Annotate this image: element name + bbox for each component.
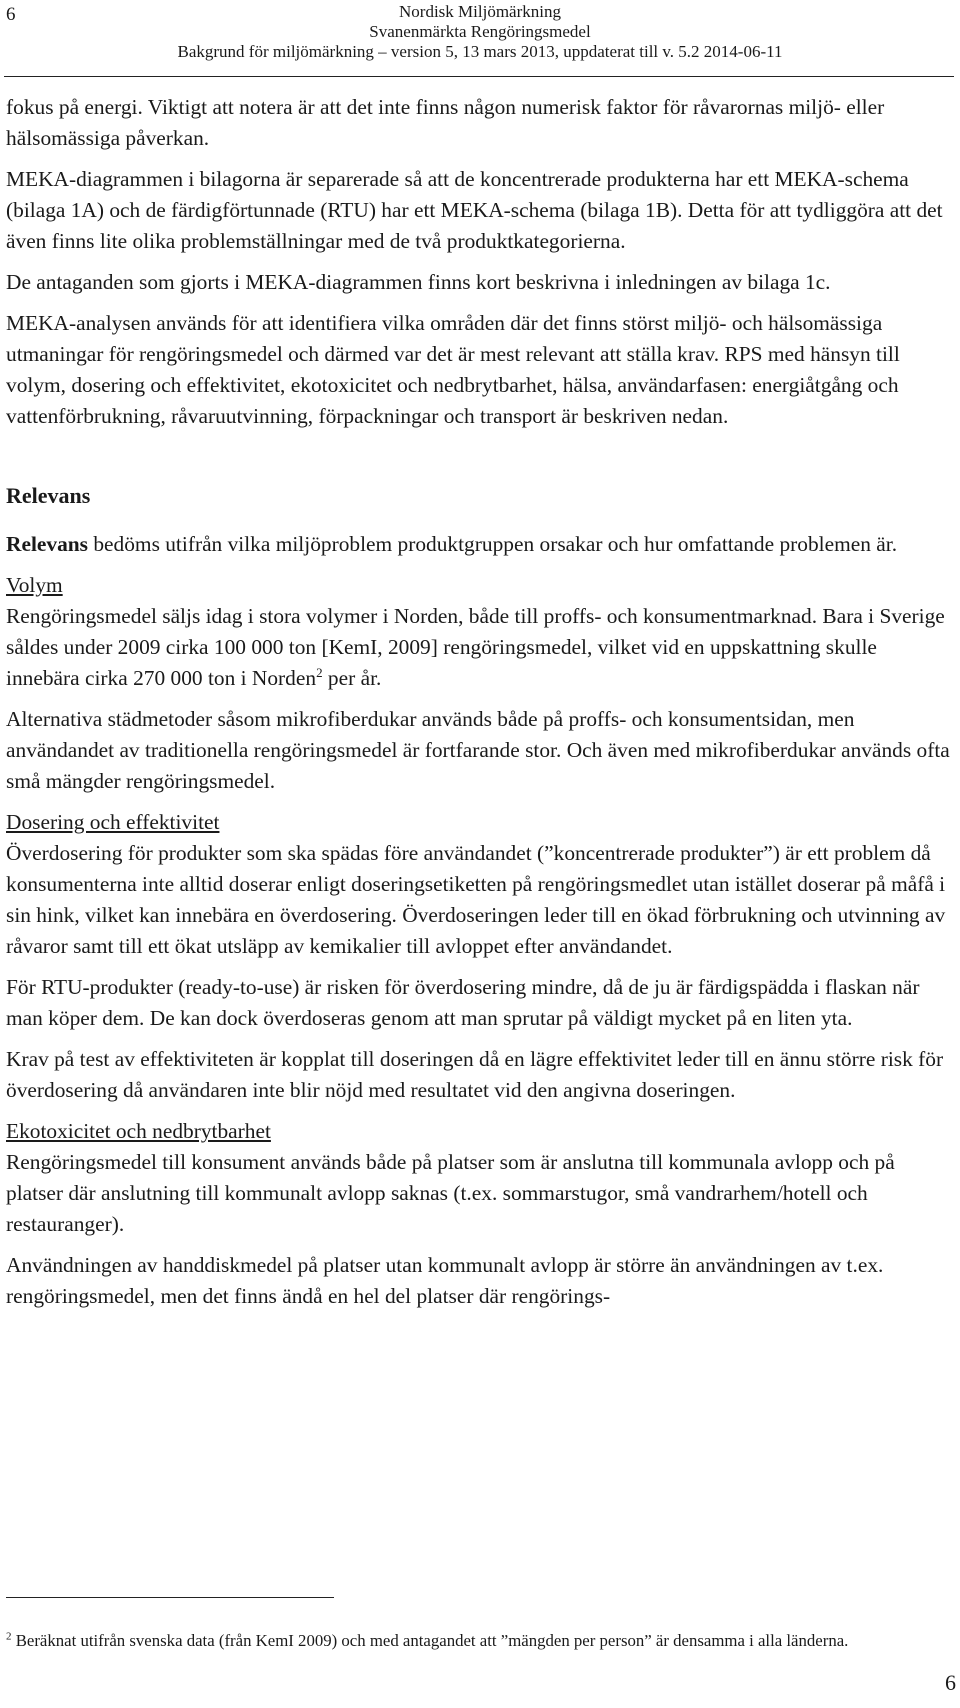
paragraph: För RTU-produkter (ready-to-use) är risken för överdosering mindre, då de ju är färdigspädda i flaskan när man köper dem. De kan dock överdoseras genom att man sprutar på väldigt mycket på en liten yta. (6, 975, 920, 1030)
paragraph-text: Rengöringsmedel säljs idag i stora volymer i Norden, både till proffs- och konsumentmarknad. Bara i Sverige såldes under 2009 cirka 100 000 ton [KemI, 2009] rengöringsmedel, vilket vid en uppskattning skulle innebära cirka 270 000 ton i Norden (6, 604, 945, 690)
paragraph: MEKA-diagrammen i bilagorna är separerade så att de koncentrerade produkterna har ett MEKA-schema (bilaga 1A) och de färdigförtunnade (RTU) har ett MEKA-schema (bilaga 1B). Detta för att tydliggöra att det även finns lite olika problemställningar med de två produktkategorierna. (6, 167, 943, 253)
paragraph: Krav på test av effektiviteten är kopplat till doseringen då en lägre effektivitet leder till en ännu större risk för överdosering då användaren inte blir nöjd med resultatet vid den angivna doseringen. (6, 1047, 944, 1102)
section-heading-relevans: Relevans (6, 483, 91, 508)
footnote-reference: 2 (316, 664, 323, 680)
subheading-dosering: Dosering och effektivitet (6, 810, 220, 834)
paragraph: Användningen av handdiskmedel på platser utan kommunalt avlopp är större än användningen av t.ex. rengöringsmedel, men det finns ändå en hel del platser där rengörings- (6, 1253, 884, 1308)
subheading-ekotoxicitet: Ekotoxicitet och nedbrytbarhet (6, 1119, 271, 1143)
footnote-text: Beräknat utifrån svenska data (från KemI 2009) och med antagandet att ”mängden per person” är densamma i alla länderna. (11, 1631, 849, 1650)
bold-term: Relevans (6, 532, 88, 556)
footnote-divider (6, 1597, 334, 1598)
paragraph (6, 529, 952, 560)
header-organization: Nordisk Miljömärkning (399, 2, 561, 21)
paragraph-text: bedöms utifrån vilka miljöproblem produktgruppen orsakar och hur omfattande problemen är. (88, 532, 898, 556)
paragraph: Rengöringsmedel till konsument används både på platser som är anslutna till kommunala avlopp och på platser där anslutning till kommunalt avlopp saknas (t.ex. sommarstugor, små vandrarhem/hotell och restauranger). (6, 1150, 895, 1236)
paragraph: MEKA-analysen används för att identifiera vilka områden där det finns störst miljö- och hälsomässiga utmaningar för rengöringsmedel och därmed var det är mest relevant att ställa krav. RPS med hänsyn till volym, dosering och effektivitet, ekotoxicitet och nedbrytbarhet, hälsa, användarfasen: energiåtgång och vattenförbrukning, råvaruutvinning, förpackningar och transport är beskriven nedan. (6, 311, 900, 428)
header-page-number: 6 (6, 4, 16, 25)
paragraph: De antaganden som gjorts i MEKA-diagrammen finns kort beskrivna i inledningen av bilaga 1c. (6, 270, 831, 294)
document-body (6, 92, 952, 1322)
paragraph: Överdosering för produkter som ska spädas före användandet (”koncentrerade produkter”) är ett problem då konsumenterna inte alltid doserar enligt doseringsetiketten på rengöringsmedlet utan istället doserar på måfå i sin hink, vilket kan innebära en överdosering. Överdoseringen leder till en ökad förbrukning och utvinning av råvaror samt till ett ökat utsläpp av kemikalier till avloppet efter användandet. (6, 841, 946, 958)
footnote-marker: 2 (6, 1630, 12, 1643)
running-header (0, 2, 960, 62)
header-version-line: Bakgrund för miljömärkning – version 5, 13 mars 2013, uppdaterat till v. 5.2 2014-06-11 (177, 42, 783, 61)
paragraph: Alternativa städmetoder såsom mikrofiberdukar används både på proffs- och konsumentsidan, men användandet av traditionella rengöringsmedel är fortfarande stor. Och även med mikrofiberdukar används ofta små mängder rengöringsmedel. (6, 707, 950, 793)
header-document-title: Svanenmärkta Rengöringsmedel (369, 22, 591, 41)
header-divider (4, 76, 954, 77)
paragraph-text: per år. (322, 666, 382, 690)
subheading-volym: Volym (6, 573, 63, 597)
footnote (6, 1628, 950, 1653)
paragraph: fokus på energi. Viktigt att notera är att det inte finns någon numerisk faktor för råvarornas miljö- eller hälsomässiga påverkan. (6, 95, 885, 150)
paragraph (6, 601, 952, 694)
footer-page-number: 6 (945, 1670, 956, 1695)
